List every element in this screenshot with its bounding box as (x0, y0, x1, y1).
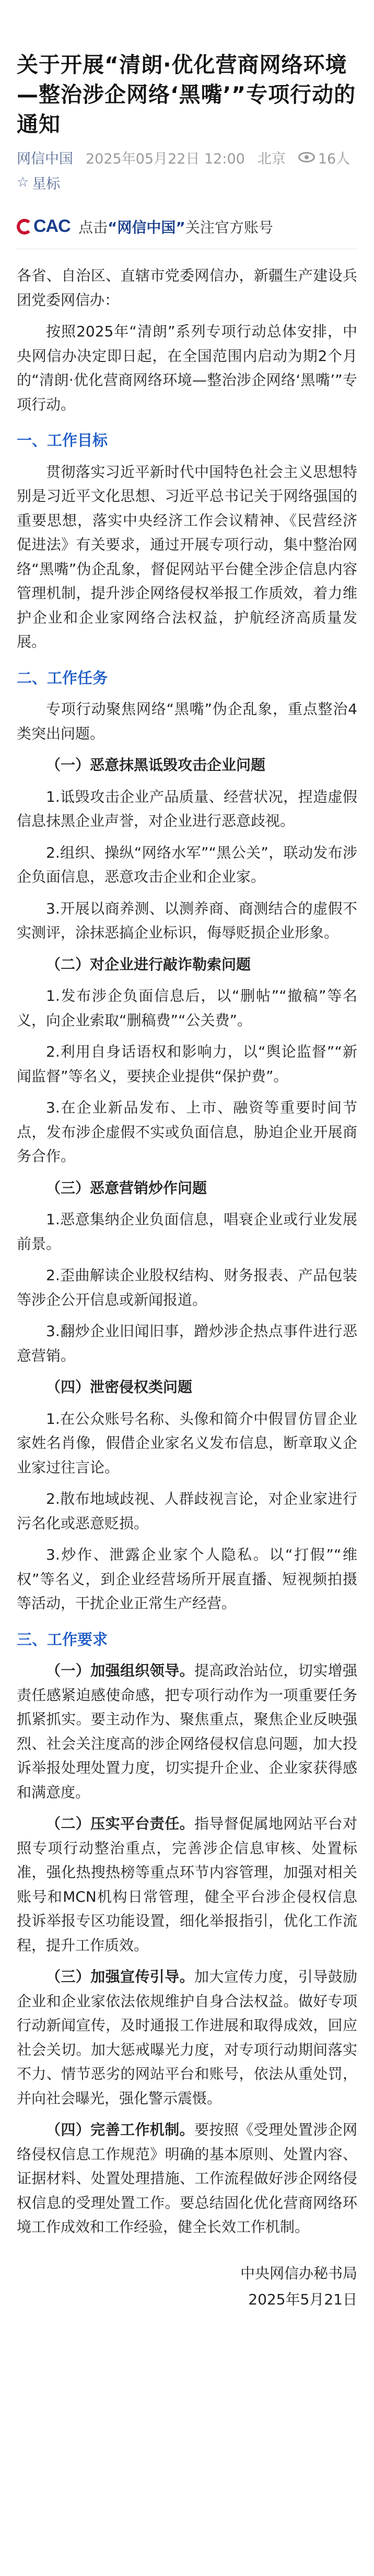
list-item: 3.翻炒企业旧闻旧事，蹭炒涉企热点事件进行恶意营销。 (17, 1322, 357, 1364)
list-item: 2.散布地域歧视、人群歧视言论，对企业家进行污名化或恶意贬损。 (17, 1490, 357, 1532)
cac-logo (17, 216, 78, 237)
star-label: 星标 (32, 175, 61, 192)
list-item: 2.歪曲解读企业股权结构、财务报表、产品包装等涉企公开信息或新闻报道。 (17, 1267, 357, 1308)
requirement-label: （三）加强宣传引导。 (46, 1968, 194, 1985)
section-heading: 三、工作要求 (17, 1630, 108, 1648)
list-item: 3.开展以商养测、以测养商、商测结合的虚假不实测评，涂抹恶搞企业标识，侮辱贬损企业形象。 (17, 899, 357, 941)
requirement-text: 指导督促属地网站平台对照专项行动整治重点，完善涉企信息审核、处置标准，强化热搜热榜等重点环节内容管理，加强对相关账号和MCN机构日常管理，健全平台涉企侵权信息投诉举报专区功能设置，细化举报指引，优化工作流程，提升工作质效。 (17, 1815, 357, 1954)
subsection-heading: （四）泄密侵权类问题 (46, 1378, 193, 1396)
article-body (17, 264, 357, 2313)
requirement-paragraph (17, 1965, 357, 2111)
subsection-heading: （三）恶意营销炒作问题 (46, 1179, 207, 1197)
view-count-value: 16人 (318, 150, 350, 167)
list-item: 3.在企业新品发布、上市、融资等重要时间节点，发布涉企虚假不实或负面信息，胁迫企业开展商务合作。 (17, 1099, 357, 1165)
banner-prefix: 点击 (78, 218, 108, 236)
star-button[interactable] (17, 172, 357, 193)
follow-banner[interactable] (17, 204, 357, 249)
logo-text: CAC (33, 216, 71, 236)
publish-location: 北京 (257, 150, 286, 167)
requirement-label: （四）完善工作机制。 (46, 2121, 194, 2138)
list-item: 2.组织、操纵“网络水军”“黑公关”，联动发布涉企负面信息，恶意攻击企业和企业家。 (17, 844, 357, 885)
list-item: 3.炒作、泄露企业家个人隐私。以“打假”“维权”等名义，到企业经营场所开展直播、短视频拍摄等活动，干扰企业正常生产经营。 (17, 1546, 357, 1612)
subsection-heading: （二）对企业进行敲诈勒索问题 (46, 955, 251, 973)
publish-datetime: 2025年05月22日 12:00 (86, 150, 245, 167)
requirement-text: 提高政治站位，切实增强责任感紧迫感使命感，把专项行动作为一项重要任务抓紧抓实。要主动作为、聚焦重点，聚焦企业反映强烈、社会关注度高的涉企网络侵权信息问题，加大投诉举报处理处置力度，切实提升企业、企业家获得感和满意度。 (17, 1662, 357, 1801)
paragraph: 贯彻落实习近平新时代中国特色社会主义思想特别是习近平文化思想、习近平总书记关于网络强国的重要思想，落实中央经济工作会议精神、《民营经济促进法》有关要求，通过开展专项行动，集中整治网络“黑嘴”伪企乱象，督促网站平台健全涉企信息内容管理机制，提升涉企网络侵权举报工作质效，着力维护企业和企业家网络合法权益，护航经济高质量发展。 (17, 463, 357, 650)
eye-icon (298, 152, 315, 162)
requirement-paragraph (17, 1659, 357, 1805)
section-heading: 一、工作目标 (17, 431, 108, 449)
requirement-paragraph (17, 2118, 357, 2240)
subsection-heading: （一）恶意抹黑诋毁攻击企业问题 (46, 756, 266, 774)
author-link[interactable]: 网信中国 (17, 150, 73, 167)
section-heading: 二、工作任务 (17, 669, 108, 687)
requirement-paragraph (17, 1812, 357, 1958)
list-item: 1.恶意集纳企业负面信息，唱衰企业或行业发展前景。 (17, 1211, 357, 1252)
requirement-text: 加大宣传力度，引导鼓励企业和企业家依法依规维护自身合法权益。做好专项行动新闻宣传，及时通报工作进展和取得成效，回应社会关切。加大惩戒曝光力度，对专项行动期间落实不力、情节恶劣的网站平台和账号，依法从重处罚，并向社会曝光，强化警示震慑。 (17, 1968, 357, 2107)
requirement-label: （二）压实平台责任。 (46, 1815, 194, 1832)
logo-arc-icon (17, 219, 32, 235)
signature-block (17, 2261, 357, 2313)
banner-suffix: 关注官方账号 (185, 218, 273, 236)
requirement-label: （一）加强组织领导。 (46, 1662, 194, 1679)
paragraph: 专项行动聚焦网络“黑嘴”伪企乱象，重点整治4类突出问题。 (17, 700, 357, 742)
banner-account: “网信中国” (108, 218, 185, 236)
intro-paragraph: 按照2025年“清朗”系列专项行动总体安排，中央网信办决定即日起，在全国范围内启动为期2个月的“清朗·优化营商网络环境—整治涉企网络‘黑嘴’”专项行动。 (17, 323, 357, 413)
list-item: 1.在公众账号名称、头像和简介中假冒仿冒企业家姓名肖像，假借企业家名义发布信息，断章取义企业家过往言论。 (17, 1410, 357, 1476)
requirement-text: 要按照《受理处置涉企网络侵权信息工作规范》明确的基本原则、处置内容、证据材料、处置处理措施、工作流程做好涉企网络侵权信息的受理处置工作。要总结固化优化营商网络环境工作成效和工作经验，健全长效工作机制。 (17, 2121, 357, 2235)
signature-date: 2025年5月21日 (248, 2290, 357, 2308)
list-item: 1.诋毁攻击企业产品质量、经营状况，捏造虚假信息抹黑企业声誉，对企业进行恶意歧视。 (17, 788, 357, 829)
view-count (298, 147, 350, 168)
star-icon: ☆ (17, 174, 29, 190)
list-item: 1.发布涉企负面信息后，以“删帖”“撤稿”等名义，向企业索取“删稿费”“公关费”。 (17, 987, 357, 1029)
banner-text (78, 216, 273, 237)
signature-org: 中央网信办秘书局 (240, 2264, 357, 2282)
list-item: 2.利用自身话语权和影响力，以“舆论监督”“新闻监督”等名义，要挟企业提供“保护费”。 (17, 1043, 357, 1085)
article-meta (17, 147, 357, 168)
article-title: 关于开展“清朗·优化营商网络环境—整治涉企网络‘黑嘴’”专项行动的通知 (17, 52, 356, 137)
greeting: 各省、自治区、直辖市党委网信办，新疆生产建设兵团党委网信办： (17, 267, 357, 309)
